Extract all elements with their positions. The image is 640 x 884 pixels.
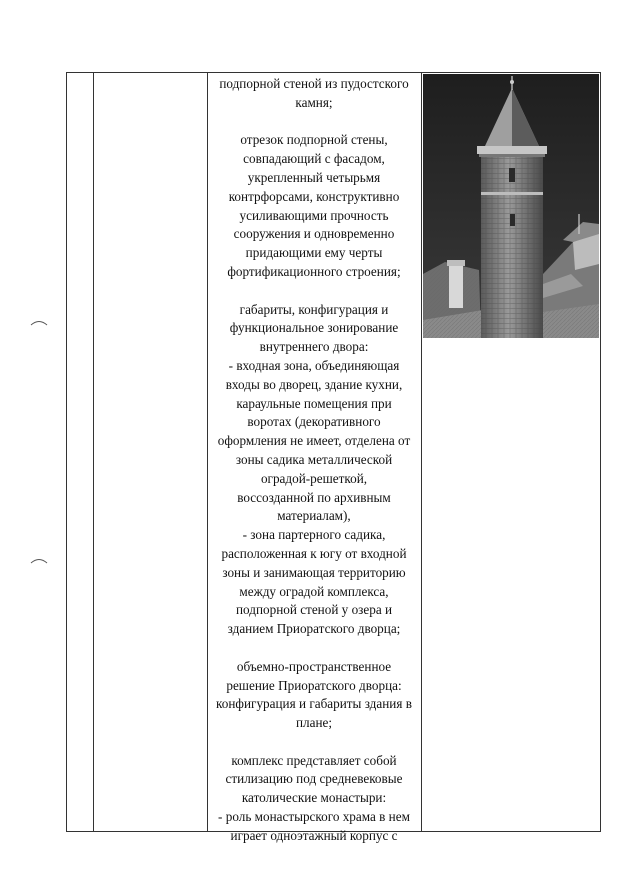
paragraph-gap	[207, 639, 421, 658]
punch-hole-mark-icon	[30, 318, 48, 326]
text-line: подпорной стеной у озера и	[235, 602, 393, 618]
text-line: фортификационного строения;	[227, 263, 401, 279]
text-line: караульные помещения при	[236, 395, 392, 411]
text-line: расположенная к югу от входной	[221, 545, 407, 561]
paragraph	[207, 658, 421, 733]
paragraph-gap	[207, 113, 421, 132]
text-line: объемно-пространственное	[236, 658, 392, 674]
text-line: функциональное зонирование	[229, 320, 399, 336]
text-line: укрепленный четырьмя	[247, 169, 381, 185]
text-line: подпорной стеной из пудостского	[219, 76, 409, 91]
text-line: внутреннего двора:	[259, 339, 369, 355]
text-line: отрезок подпорной стены,	[240, 132, 388, 148]
paragraph	[207, 75, 421, 113]
description-text	[207, 73, 421, 846]
text-line: зданием Приоратского дворца;	[227, 621, 401, 637]
punch-hole-mark-icon	[30, 556, 48, 564]
text-line: габариты, конфигурация и	[239, 301, 389, 317]
paragraph-gap	[207, 733, 421, 752]
text-line: плане;	[295, 715, 333, 731]
paragraph	[207, 752, 421, 846]
text-line: воссозданной по архивным	[237, 489, 391, 505]
paragraph-gap	[207, 282, 421, 301]
text-line: решение Приоратского дворца:	[226, 677, 402, 693]
text-line: конфигурация и габариты здания в	[216, 696, 412, 712]
table-frame	[66, 72, 601, 843]
text-line: - роль монастырского храма в нем	[218, 809, 410, 825]
text-line: зоны и занимающая территорию	[222, 564, 406, 580]
text-line: оградой-решеткой,	[260, 470, 368, 486]
text-line: оформления не имеет, отделена от	[217, 433, 411, 449]
paragraph	[207, 131, 421, 281]
text-line: сооружения и одновременно	[233, 226, 395, 242]
text-line: усиливающими прочность	[239, 207, 389, 223]
text-line: между оградой комплекса,	[239, 583, 389, 599]
text-line: совпадающий с фасадом,	[243, 151, 385, 167]
text-line: зоны садика металлической	[235, 451, 393, 467]
text-line: контрфорсами, конструктивно	[228, 188, 400, 204]
table-column-divider	[93, 73, 94, 831]
text-line: комплекс представляет собой	[231, 752, 397, 768]
text-line: придающими ему черты	[245, 245, 383, 261]
text-line: стилизацию под средневековые	[225, 771, 403, 787]
text-line: - входная зона, объединяющая	[228, 357, 400, 373]
text-line: играет одноэтажный корпус с	[230, 827, 398, 843]
text-line: материалам),	[277, 508, 351, 524]
table-column-divider	[421, 73, 422, 831]
description-cell	[207, 73, 421, 843]
text-line: камня;	[295, 94, 333, 110]
text-line: католические монастыри:	[241, 790, 387, 806]
tower-spire-photo	[423, 74, 599, 338]
text-line: входы во дворец, здание кухни,	[225, 376, 403, 392]
paragraph	[207, 301, 421, 639]
text-line: воротах (декоративного	[247, 414, 381, 430]
text-line: - зона партерного садика,	[242, 527, 386, 543]
